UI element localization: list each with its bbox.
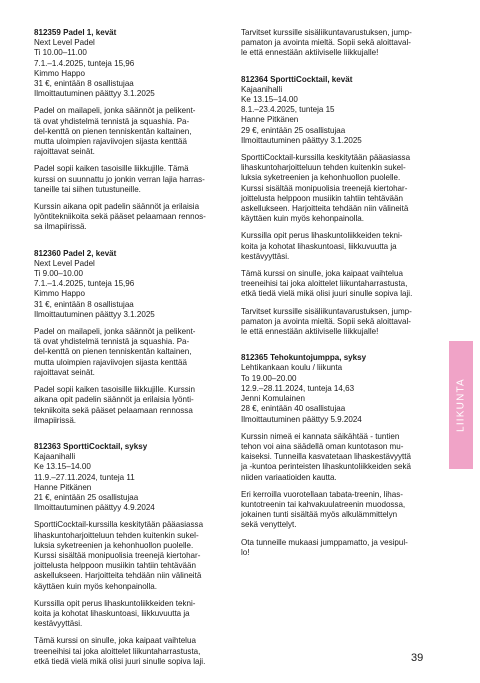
course-dates: 12.9.–28.11.2024, tunteja 14,63 xyxy=(241,383,355,393)
text-line: askellukseen. Harjoitteita tehdään niin välineitä xyxy=(241,204,409,214)
text-line: ilmapiirissä. xyxy=(34,415,77,425)
text-line: joittelusta helppoon musiikin tahtiin tehtävään xyxy=(34,561,196,571)
body-paragraph xyxy=(241,432,436,483)
body-paragraph xyxy=(34,520,229,591)
text-line: kestävyyttäsi. xyxy=(34,619,83,629)
text-line: askellukseen. Harjoitteita tehdään niin välineitä xyxy=(34,571,202,581)
text-line: aikana opit padelin säännöt ja erilaisia lyönti- xyxy=(34,395,194,405)
text-line: Padel sopii kaiken tasoisille liikkujille. Kurssin xyxy=(34,385,196,395)
text-line: rajoittavat seinät. xyxy=(34,367,95,377)
course-dates: 8.1.–23.4.2025, tunteja 15 xyxy=(241,105,335,115)
text-line: mutta uloimpien rajaviivojen sijasta kenttää xyxy=(34,137,187,147)
text-line: kaiseksi. Tunneilla kasvatetaan lihaskestävyyttä xyxy=(241,452,411,462)
text-line: etkä tiedä vielä mikä olisi juuri sinulle sopiva laji. xyxy=(34,656,206,666)
text-line: Kurssilla opit perus lihaskuntoliikkeiden tekni- xyxy=(241,231,403,241)
body-paragraph xyxy=(241,538,436,558)
text-line: tä ovat yhdistelmä tennistä ja squashia. Pa- xyxy=(34,337,190,347)
body-paragraph xyxy=(34,164,229,195)
text-line: le että ennestään aktiiviselle liikkujalle! xyxy=(241,327,379,337)
text-line: käyttäen kuin myös kehonpainolla. xyxy=(34,581,158,591)
text-line: Kurssin aikana opit padelin säännöt ja erilaisia xyxy=(34,202,200,212)
text-line: koita ja kohotat lihaskuntoasi, liikkuvuutta ja xyxy=(241,241,397,251)
text-line: Kurssin nimeä ei kannata säikähtää - tuntien xyxy=(241,431,400,441)
course-dates: 11.9.–27.11.2024, tunteja 11 xyxy=(34,472,135,482)
course-price: 21 €, enintään 25 osallistujaa xyxy=(34,492,139,502)
course-deadline: Ilmoittautuminen päättyy 4.9.2024 xyxy=(34,503,155,513)
body-paragraph xyxy=(34,106,229,157)
course-instructor: Hanne Pitkänen xyxy=(34,482,92,492)
text-line: Tämä kurssi on sinulle, joka kaipaat vaihtelua xyxy=(34,636,196,646)
text-line: ja -kuntoa perinteisten lihaskuntoliikkeiden sekä xyxy=(241,462,411,472)
body-paragraph xyxy=(34,599,229,630)
text-line: koita ja kohotat lihaskuntoasi, liikkuvuutta ja xyxy=(34,608,190,618)
text-line: rajoittavat seinät. xyxy=(34,147,95,157)
text-line: del-kenttä on pienen tenniskentän kaltainen, xyxy=(34,126,192,136)
course-instructor: Kimmo Happo xyxy=(34,68,85,78)
course-dates: 7.1.–1.4.2025, tunteja 15,96 xyxy=(34,279,135,289)
text-line: tä ovat yhdistelmä tennistä ja squashia. Pa- xyxy=(34,116,190,126)
course-location: Next Level Padel xyxy=(34,258,95,268)
text-line: Padel on mailapeli, jonka säännöt ja pelikent- xyxy=(34,327,196,337)
text-line: luksia syketreenien ja kehonhuollon puolelle. xyxy=(34,540,194,550)
text-line: del-kenttä on pienen tenniskentän kaltainen, xyxy=(34,347,192,357)
course-details xyxy=(34,28,229,99)
body-paragraph xyxy=(34,385,229,426)
text-line: Padel sopii kaiken tasoisille liikkujille. Tämä xyxy=(34,164,189,174)
text-line: tehon voi aina säädellä oman kuntotason mu- xyxy=(241,441,404,451)
course-entry xyxy=(34,442,229,667)
course-instructor: Jenni Komulainen xyxy=(241,394,305,404)
text-line: sa ilmapiirissä. xyxy=(34,222,87,232)
page-number: 39 xyxy=(411,652,424,664)
text-line: Padel on mailapeli, jonka säännöt ja pelikent- xyxy=(34,106,196,116)
continued-text xyxy=(241,28,436,59)
text-line: Kurssilla opit perus lihaskuntoliikkeiden tekni- xyxy=(34,598,196,608)
text-line: lyöntitekniikoita sekä pääset pelaamaan rennos- xyxy=(34,212,206,222)
text-line: SporttiCocktail-kurssilla keskitytään pääasiassa xyxy=(34,520,204,530)
course-details xyxy=(241,353,436,424)
body-paragraph xyxy=(241,307,436,338)
right-column xyxy=(241,28,436,574)
text-line: taneille tai siihen tutustuneille. xyxy=(34,184,141,194)
course-title: 812360 Padel 2, kevät xyxy=(34,248,117,258)
course-details xyxy=(34,249,229,320)
course-deadline: Ilmoittautuminen päättyy 3.1.2025 xyxy=(34,309,155,319)
text-line: niiden variaatioiden kautta. xyxy=(241,472,337,482)
course-instructor: Hanne Pitkänen xyxy=(241,115,299,125)
course-title: 812359 Padel 1, kevät xyxy=(34,28,117,37)
course-price: 31 €, enintään 8 osallistujaa xyxy=(34,299,134,309)
text-line: Tarvitset kurssille sisäliikuntavarustuksen, jump- xyxy=(241,28,412,37)
course-entry xyxy=(34,28,229,233)
course-details xyxy=(34,442,229,513)
left-column xyxy=(34,28,229,683)
course-time: Ke 13.15–14.00 xyxy=(241,95,298,105)
text-line: kurssi on suunnattu jo jonkin verran lajia harras- xyxy=(34,174,205,184)
course-time: Ti 9.00–10.00 xyxy=(34,269,83,279)
course-location: Kajaanihalli xyxy=(34,452,76,462)
course-deadline: Ilmoittautuminen päättyy 3.1.2025 xyxy=(241,135,362,145)
text-line: Tarvitset kurssille sisäliikuntavarustuksen, jump- xyxy=(241,306,412,316)
body-paragraph xyxy=(241,28,436,59)
course-time: To 19.00–20.00 xyxy=(241,373,297,383)
text-line: lo! xyxy=(241,547,250,557)
text-line: Kurssi sisältää monipuolisia treenejä kiertohar- xyxy=(34,550,201,560)
course-location: Next Level Padel xyxy=(34,38,95,48)
text-line: luksia syketreenien ja kehonhuollon puolelle. xyxy=(241,173,401,183)
course-price: 31 €, enintään 8 osallistujaa xyxy=(34,79,134,89)
text-line: Kurssi sisältää monipuolisia treenejä kiertohar- xyxy=(241,183,408,193)
course-price: 28 €, enintään 40 osallistujaa xyxy=(241,404,346,414)
text-line: mutta uloimpien rajaviivojen sijasta kenttää xyxy=(34,357,187,367)
text-line: etkä tiedä vielä mikä olisi juuri sinulle sopiva laji. xyxy=(241,289,413,299)
course-location: Lehtikankaan koulu / liikunta xyxy=(241,363,343,373)
course-title: 812363 SporttiCocktail, syksy xyxy=(34,441,148,451)
body-paragraph xyxy=(241,269,436,300)
body-paragraph xyxy=(241,490,436,531)
text-line: Eri kerroilla vuorotellaan tabata-treenin, lihas- xyxy=(241,489,403,499)
course-title: 812364 SporttiCocktail, kevät xyxy=(241,74,353,84)
course-entry xyxy=(241,75,436,338)
text-line: kuntotreenin tai kahvakuulatreenin muodossa, xyxy=(241,499,406,509)
text-line: Tämä kurssi on sinulle, joka kaipaat vaihtelua xyxy=(241,269,403,279)
course-entry xyxy=(34,249,229,426)
text-line: treeneihisi tai joka aloittelet liikuntaharrastusta, xyxy=(34,646,201,656)
course-time: Ke 13.15–14.00 xyxy=(34,462,91,472)
course-dates: 7.1.–1.4.2025, tunteja 15,96 xyxy=(34,58,135,68)
course-time: Ti 10.00–11.00 xyxy=(34,48,87,58)
text-line: sekä venyttelyt. xyxy=(241,520,297,530)
section-label: LIIKUNTA xyxy=(455,378,467,432)
course-price: 29 €, enintään 25 osallistujaa xyxy=(241,125,346,135)
course-details xyxy=(241,75,436,146)
body-paragraph xyxy=(34,636,229,667)
body-paragraph xyxy=(241,231,436,262)
text-line: pamaton ja avointa mieltä. Sopii sekä aloittaval- xyxy=(241,38,411,48)
text-line: joittelusta helppoon musiikin tahtiin tehtävään xyxy=(241,193,403,203)
text-line: Ota tunneille mukaasi jumppamatto, ja vesipul- xyxy=(241,537,408,547)
text-line: le että ennestään aktiiviselle liikkujalle! xyxy=(241,48,379,58)
course-title: 812365 Tehokuntojumppa, syksy xyxy=(241,353,367,363)
text-line: pamaton ja avointa mieltä. Sopii sekä aloittaval- xyxy=(241,316,411,326)
text-line: treeneihisi tai joka aloittelet liikuntaharrastusta, xyxy=(241,279,408,289)
body-paragraph xyxy=(34,327,229,378)
body-paragraph xyxy=(241,153,436,224)
text-line: SporttiCocktail-kurssilla keskitytään pääasiassa xyxy=(241,153,411,163)
course-location: Kajaanihalli xyxy=(241,84,283,94)
text-line: kestävyyttäsi. xyxy=(241,251,290,261)
text-line: tekniikoita sekä pääset pelaamaan rennossa xyxy=(34,405,193,415)
course-deadline: Ilmoittautuminen päättyy 5.9.2024 xyxy=(241,414,362,424)
body-paragraph xyxy=(34,202,229,233)
text-line: käyttäen kuin myös kehonpainolla. xyxy=(241,214,365,224)
course-instructor: Kimmo Happo xyxy=(34,289,85,299)
text-line: jokainen tunti sisältää myös alkulämmittelyn xyxy=(241,510,398,520)
course-entry xyxy=(241,353,436,558)
course-deadline: Ilmoittautuminen päättyy 3.1.2025 xyxy=(34,89,155,99)
text-line: lihaskuntoharjoitteluun tehden kuitenkin sukel- xyxy=(34,530,199,540)
section-side-tab xyxy=(449,341,473,469)
text-line: lihaskuntoharjoitteluun tehden kuitenkin sukel- xyxy=(241,163,406,173)
